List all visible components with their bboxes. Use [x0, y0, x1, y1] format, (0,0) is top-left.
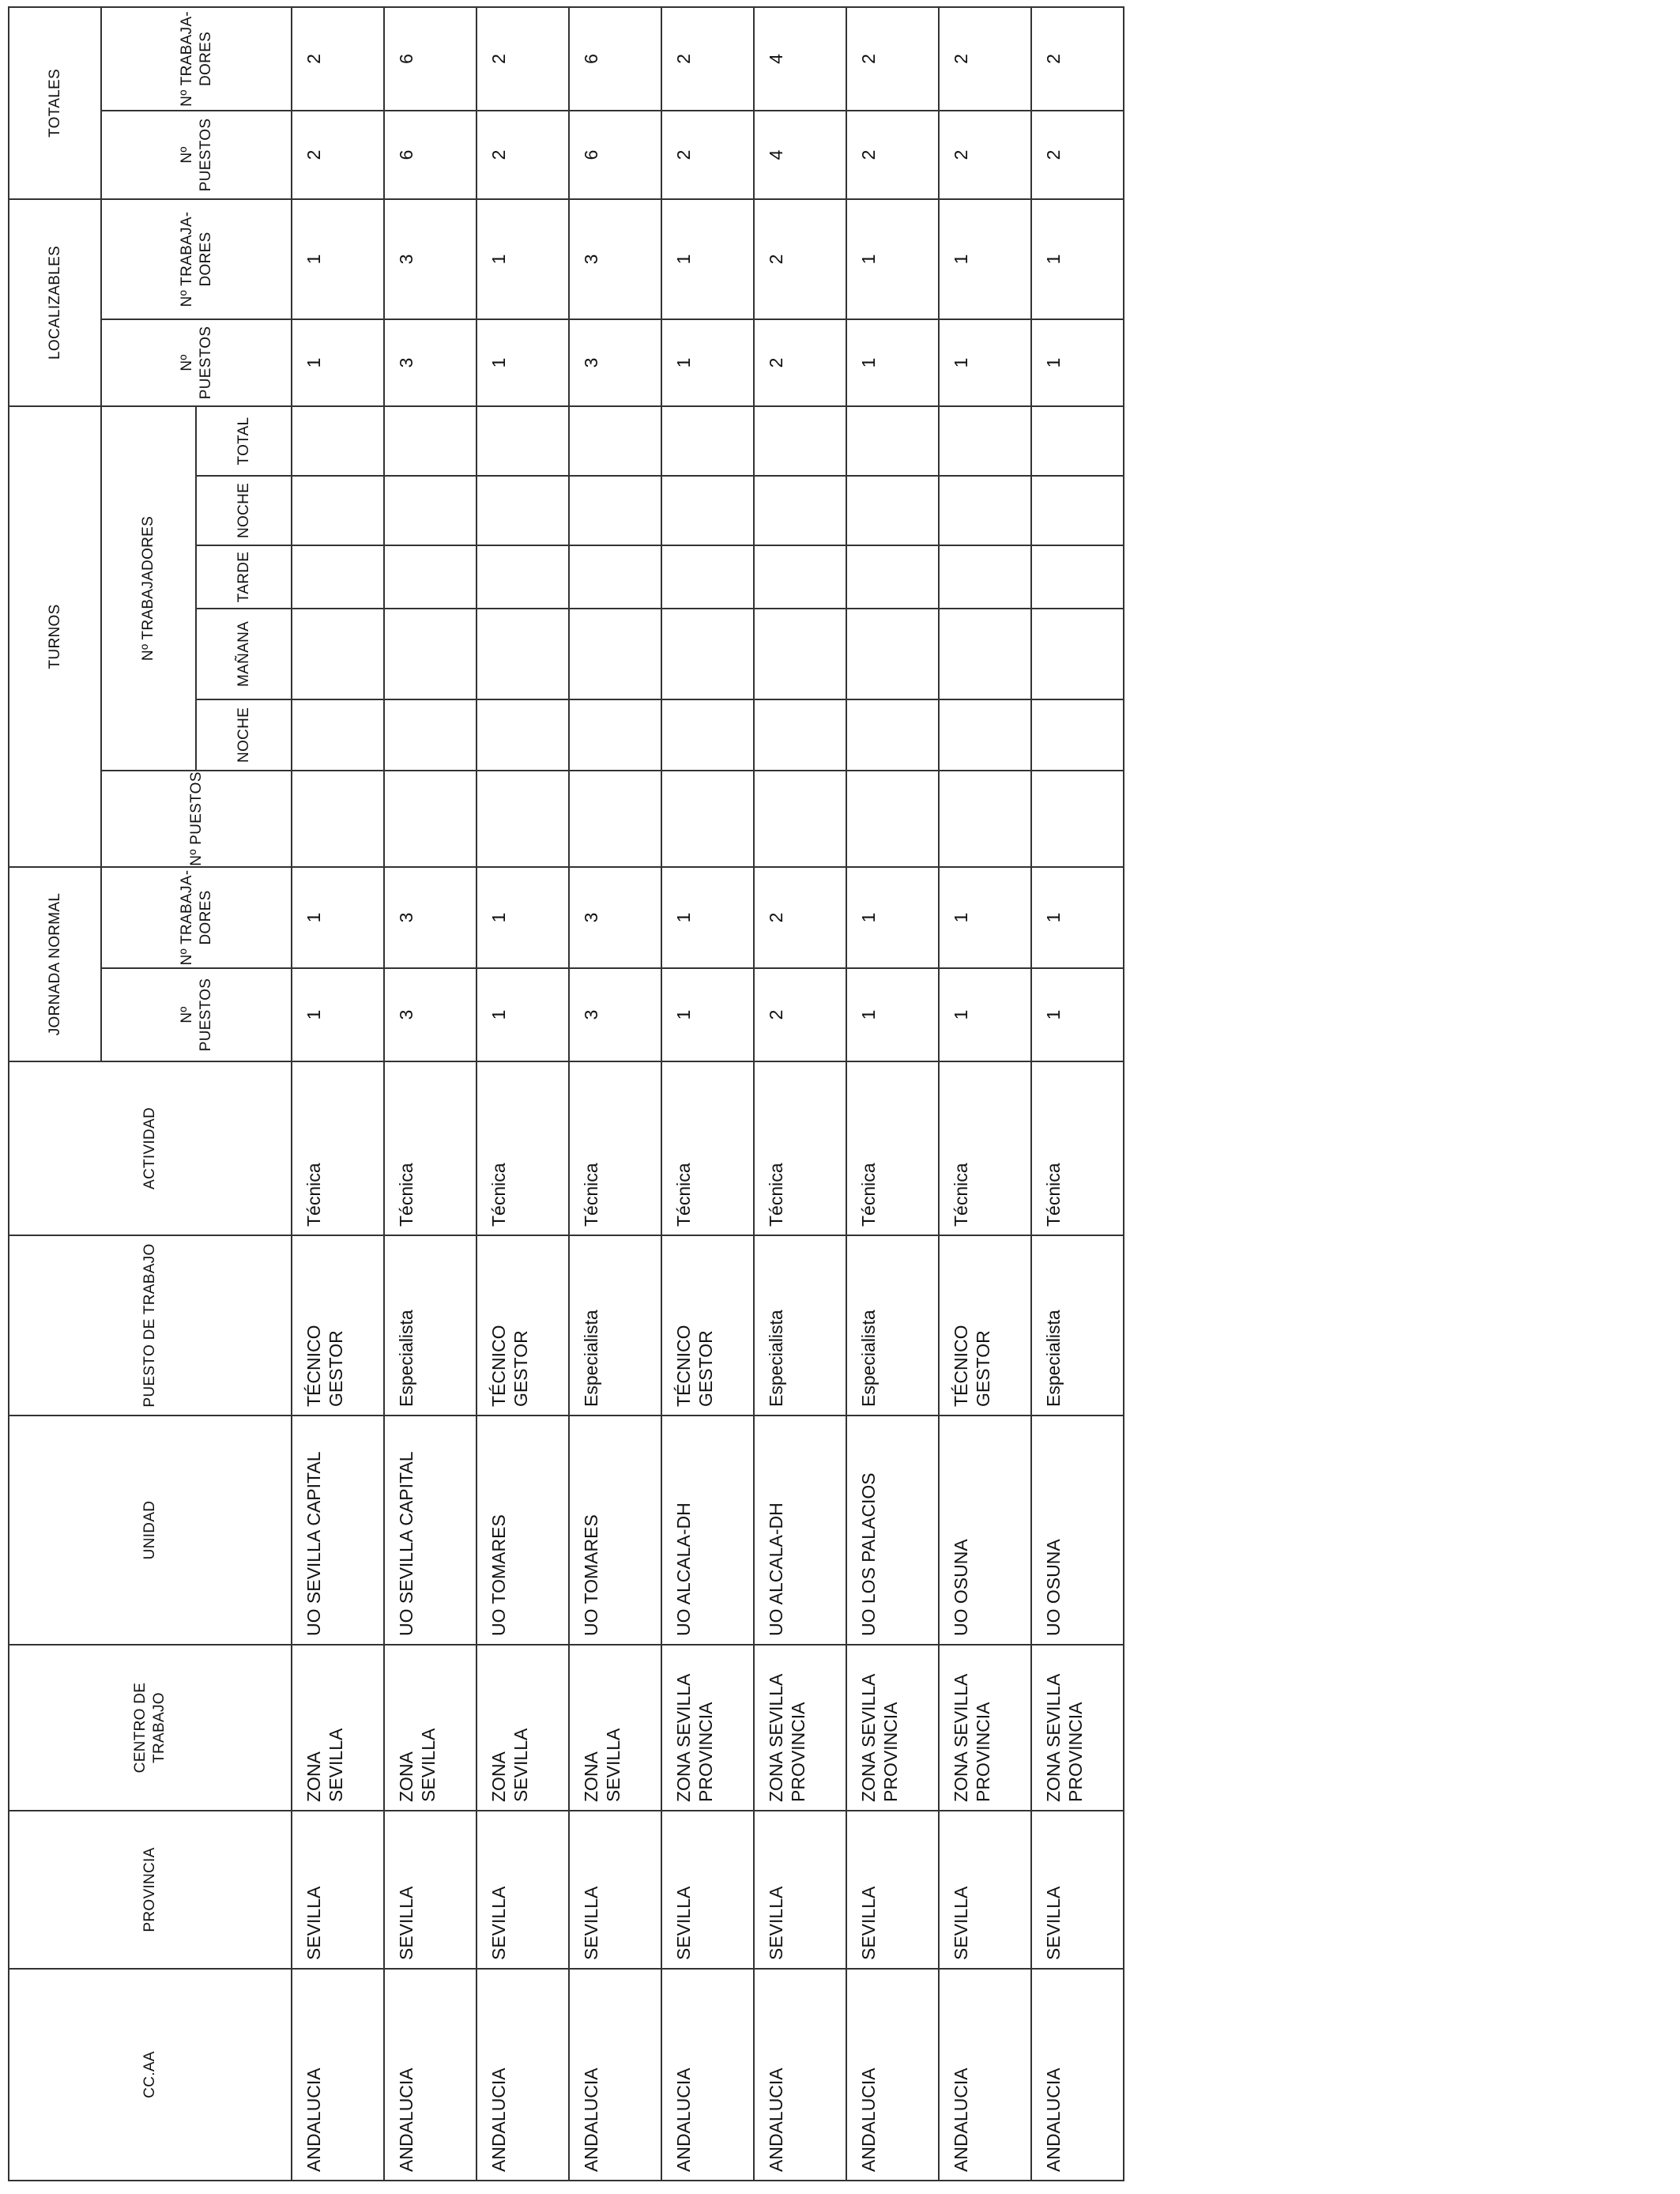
header-jn-trabajadores: Nº TRABAJA- DORES	[101, 867, 292, 968]
cell-turno-tarde	[292, 545, 384, 609]
cell-puesto-trabajo: TÉCNICO GESTOR	[939, 1235, 1031, 1416]
header-turno-noche-1: NOCHE	[196, 699, 292, 771]
cell-turno-total	[939, 406, 1031, 476]
table-row	[846, 7, 939, 2181]
cell-actividad: Técnica	[846, 1061, 939, 1235]
cell-provincia: SEVILLA	[292, 1811, 384, 1969]
header-row-1	[9, 7, 101, 2181]
cell-tot-trabajadores: 2	[477, 7, 569, 111]
cell-turno-noche-1	[939, 699, 1031, 771]
header-centro-trabajo: CENTRO DE TRABAJO	[9, 1645, 292, 1811]
cell-centro-trabajo: ZONA SEVILLA PROVINCIA	[939, 1645, 1031, 1811]
cell-ccaa: ANDALUCIA	[754, 1969, 846, 2181]
cell-tot-puestos: 2	[292, 111, 384, 199]
cell-provincia: SEVILLA	[846, 1811, 939, 1969]
cell-loc-trabajadores: 1	[1031, 199, 1124, 319]
table-row	[569, 7, 661, 2181]
cell-tot-puestos: 2	[477, 111, 569, 199]
cell-tot-puestos: 4	[754, 111, 846, 199]
cell-turno-noche-1	[569, 699, 661, 771]
staffing-table	[8, 6, 1124, 2181]
header-localizables: LOCALIZABLES	[9, 199, 101, 406]
header-loc-trabajadores: Nº TRABAJA- DORES	[101, 199, 292, 319]
cell-puesto-trabajo: Especialista	[754, 1235, 846, 1416]
cell-unidad: UO OSUNA	[1031, 1416, 1124, 1645]
cell-turno-manana	[754, 609, 846, 699]
header-provincia: PROVINCIA	[9, 1811, 292, 1969]
header-turno-tarde: TARDE	[196, 545, 292, 609]
cell-loc-trabajadores: 1	[477, 199, 569, 319]
cell-turno-tarde	[754, 545, 846, 609]
cell-actividad: Técnica	[384, 1061, 477, 1235]
header-turno-noche-2: NOCHE	[196, 476, 292, 545]
cell-turno-tarde	[846, 545, 939, 609]
cell-turno-tarde	[384, 545, 477, 609]
cell-actividad: Técnica	[477, 1061, 569, 1235]
table-row	[939, 7, 1031, 2181]
cell-provincia: SEVILLA	[661, 1811, 754, 1969]
cell-centro-trabajo: ZONA SEVILLA PROVINCIA	[846, 1645, 939, 1811]
cell-loc-trabajadores: 3	[384, 199, 477, 319]
cell-tot-trabajadores: 2	[846, 7, 939, 111]
cell-jn-trabajadores: 1	[477, 867, 569, 968]
cell-turno-noche-1	[754, 699, 846, 771]
cell-turno-manana	[846, 609, 939, 699]
cell-ccaa: ANDALUCIA	[292, 1969, 384, 2181]
cell-centro-trabajo: ZONA SEVILLA	[477, 1645, 569, 1811]
cell-unidad: UO TOMARES	[477, 1416, 569, 1645]
cell-turnos-puestos	[1031, 771, 1124, 867]
cell-jn-trabajadores: 1	[1031, 867, 1124, 968]
table-row	[292, 7, 384, 2181]
cell-loc-puestos: 1	[477, 319, 569, 406]
cell-turnos-puestos	[384, 771, 477, 867]
cell-turno-tarde	[661, 545, 754, 609]
cell-turno-noche-2	[1031, 476, 1124, 545]
cell-turno-noche-2	[939, 476, 1031, 545]
cell-jn-puestos: 1	[292, 968, 384, 1061]
cell-unidad: UO ALCALA-DH	[754, 1416, 846, 1645]
cell-turnos-puestos	[939, 771, 1031, 867]
cell-jn-trabajadores: 1	[661, 867, 754, 968]
cell-provincia: SEVILLA	[754, 1811, 846, 1969]
cell-jn-puestos: 1	[661, 968, 754, 1061]
cell-turno-manana	[569, 609, 661, 699]
cell-tot-trabajadores: 6	[384, 7, 477, 111]
cell-turnos-puestos	[477, 771, 569, 867]
cell-provincia: SEVILLA	[477, 1811, 569, 1969]
cell-turno-noche-2	[384, 476, 477, 545]
cell-tot-puestos: 2	[939, 111, 1031, 199]
cell-jn-puestos: 2	[754, 968, 846, 1061]
cell-turno-total	[384, 406, 477, 476]
rotated-table-wrapper	[8, 8, 1114, 2181]
cell-puesto-trabajo: Especialista	[1031, 1235, 1124, 1416]
cell-loc-trabajadores: 3	[569, 199, 661, 319]
cell-turno-noche-2	[846, 476, 939, 545]
cell-jn-puestos: 1	[846, 968, 939, 1061]
cell-turno-manana	[661, 609, 754, 699]
table-row	[1031, 7, 1124, 2181]
cell-turno-manana	[384, 609, 477, 699]
cell-jn-trabajadores: 1	[846, 867, 939, 968]
cell-tot-puestos: 2	[661, 111, 754, 199]
cell-centro-trabajo: ZONA SEVILLA	[292, 1645, 384, 1811]
cell-turnos-puestos	[661, 771, 754, 867]
cell-unidad: UO TOMARES	[569, 1416, 661, 1645]
cell-turno-tarde	[1031, 545, 1124, 609]
cell-unidad: UO SEVILLA CAPITAL	[384, 1416, 477, 1645]
cell-turnos-puestos	[846, 771, 939, 867]
cell-jn-puestos: 1	[477, 968, 569, 1061]
cell-turno-manana	[292, 609, 384, 699]
table-row	[754, 7, 846, 2181]
cell-actividad: Técnica	[661, 1061, 754, 1235]
cell-tot-trabajadores: 2	[1031, 7, 1124, 111]
cell-turno-total	[754, 406, 846, 476]
cell-provincia: SEVILLA	[939, 1811, 1031, 1969]
cell-centro-trabajo: ZONA SEVILLA PROVINCIA	[661, 1645, 754, 1811]
cell-unidad: UO OSUNA	[939, 1416, 1031, 1645]
cell-puesto-trabajo: Especialista	[569, 1235, 661, 1416]
cell-turno-manana	[477, 609, 569, 699]
cell-loc-trabajadores: 1	[846, 199, 939, 319]
cell-turno-noche-1	[384, 699, 477, 771]
cell-ccaa: ANDALUCIA	[1031, 1969, 1124, 2181]
cell-turno-noche-1	[477, 699, 569, 771]
cell-jn-puestos: 3	[384, 968, 477, 1061]
cell-puesto-trabajo: TÉCNICO GESTOR	[292, 1235, 384, 1416]
table-row	[477, 7, 569, 2181]
cell-turno-manana	[1031, 609, 1124, 699]
cell-turno-noche-2	[292, 476, 384, 545]
cell-turno-noche-1	[292, 699, 384, 771]
header-unidad: UNIDAD	[9, 1416, 292, 1645]
cell-actividad: Técnica	[292, 1061, 384, 1235]
table-row	[661, 7, 754, 2181]
cell-tot-trabajadores: 2	[939, 7, 1031, 111]
cell-tot-trabajadores: 2	[292, 7, 384, 111]
cell-ccaa: ANDALUCIA	[939, 1969, 1031, 2181]
table-body	[292, 7, 1124, 2181]
header-loc-puestos: Nº PUESTOS	[101, 319, 292, 406]
cell-turno-manana	[939, 609, 1031, 699]
cell-tot-puestos: 6	[384, 111, 477, 199]
header-turno-total: TOTAL	[196, 406, 292, 476]
cell-turno-total	[292, 406, 384, 476]
cell-turno-total	[661, 406, 754, 476]
cell-unidad: UO LOS PALACIOS	[846, 1416, 939, 1645]
table-row	[384, 7, 477, 2181]
page	[8, 8, 1114, 2181]
cell-loc-trabajadores: 2	[754, 199, 846, 319]
cell-loc-trabajadores: 1	[661, 199, 754, 319]
cell-ccaa: ANDALUCIA	[661, 1969, 754, 2181]
cell-provincia: SEVILLA	[569, 1811, 661, 1969]
cell-centro-trabajo: ZONA SEVILLA PROVINCIA	[1031, 1645, 1124, 1811]
cell-ccaa: ANDALUCIA	[384, 1969, 477, 2181]
cell-tot-puestos: 2	[846, 111, 939, 199]
cell-loc-puestos: 1	[939, 319, 1031, 406]
header-turnos-puestos: Nº PUESTOS	[101, 771, 292, 867]
cell-turno-noche-1	[846, 699, 939, 771]
header-turnos-trabajadores: Nº TRABAJADORES	[101, 406, 196, 771]
cell-tot-puestos: 2	[1031, 111, 1124, 199]
cell-jn-trabajadores: 1	[292, 867, 384, 968]
cell-turno-tarde	[939, 545, 1031, 609]
cell-provincia: SEVILLA	[384, 1811, 477, 1969]
cell-turno-total	[569, 406, 661, 476]
cell-centro-trabajo: ZONA SEVILLA	[384, 1645, 477, 1811]
cell-tot-trabajadores: 2	[661, 7, 754, 111]
cell-loc-puestos: 1	[846, 319, 939, 406]
cell-turnos-puestos	[292, 771, 384, 867]
cell-turno-total	[1031, 406, 1124, 476]
cell-jn-puestos: 1	[1031, 968, 1124, 1061]
cell-puesto-trabajo: Especialista	[384, 1235, 477, 1416]
header-totales: TOTALES	[9, 7, 101, 199]
header-turnos: TURNOS	[9, 406, 101, 867]
cell-jn-trabajadores: 3	[384, 867, 477, 968]
cell-unidad: UO SEVILLA CAPITAL	[292, 1416, 384, 1645]
cell-actividad: Técnica	[939, 1061, 1031, 1235]
header-ccaa: CC.AA	[9, 1969, 292, 2181]
cell-loc-puestos: 1	[661, 319, 754, 406]
cell-loc-trabajadores: 1	[292, 199, 384, 319]
header-jn-puestos: Nº PUESTOS	[101, 968, 292, 1061]
cell-turno-noche-2	[754, 476, 846, 545]
header-jornada-normal: JORNADA NORMAL	[9, 867, 101, 1061]
cell-centro-trabajo: ZONA SEVILLA	[569, 1645, 661, 1811]
cell-loc-trabajadores: 1	[939, 199, 1031, 319]
cell-turno-total	[477, 406, 569, 476]
cell-puesto-trabajo: TÉCNICO GESTOR	[661, 1235, 754, 1416]
header-tot-puestos: Nº PUESTOS	[101, 111, 292, 199]
header-actividad: ACTIVIDAD	[9, 1061, 292, 1235]
cell-jn-trabajadores: 2	[754, 867, 846, 968]
header-puesto-trabajo: PUESTO DE TRABAJO	[9, 1235, 292, 1416]
cell-puesto-trabajo: Especialista	[846, 1235, 939, 1416]
cell-actividad: Técnica	[1031, 1061, 1124, 1235]
cell-turno-noche-1	[1031, 699, 1124, 771]
cell-tot-trabajadores: 6	[569, 7, 661, 111]
cell-tot-puestos: 6	[569, 111, 661, 199]
cell-jn-trabajadores: 1	[939, 867, 1031, 968]
cell-actividad: Técnica	[754, 1061, 846, 1235]
cell-provincia: SEVILLA	[1031, 1811, 1124, 1969]
cell-actividad: Técnica	[569, 1061, 661, 1235]
cell-loc-puestos: 1	[1031, 319, 1124, 406]
header-tot-trabajadores: Nº TRABAJA- DORES	[101, 7, 292, 111]
cell-turno-tarde	[477, 545, 569, 609]
cell-turno-noche-2	[477, 476, 569, 545]
cell-jn-trabajadores: 3	[569, 867, 661, 968]
cell-puesto-trabajo: TÉCNICO GESTOR	[477, 1235, 569, 1416]
cell-tot-trabajadores: 4	[754, 7, 846, 111]
cell-turno-tarde	[569, 545, 661, 609]
cell-turno-noche-1	[661, 699, 754, 771]
cell-centro-trabajo: ZONA SEVILLA PROVINCIA	[754, 1645, 846, 1811]
cell-turno-noche-2	[661, 476, 754, 545]
cell-loc-puestos: 3	[569, 319, 661, 406]
cell-unidad: UO ALCALA-DH	[661, 1416, 754, 1645]
cell-jn-puestos: 3	[569, 968, 661, 1061]
cell-turno-noche-2	[569, 476, 661, 545]
cell-ccaa: ANDALUCIA	[846, 1969, 939, 2181]
cell-loc-puestos: 2	[754, 319, 846, 406]
cell-turnos-puestos	[569, 771, 661, 867]
cell-ccaa: ANDALUCIA	[477, 1969, 569, 2181]
cell-jn-puestos: 1	[939, 968, 1031, 1061]
cell-loc-puestos: 3	[384, 319, 477, 406]
cell-turno-total	[846, 406, 939, 476]
cell-loc-puestos: 1	[292, 319, 384, 406]
header-turno-manana: MAÑANA	[196, 609, 292, 699]
cell-turnos-puestos	[754, 771, 846, 867]
cell-ccaa: ANDALUCIA	[569, 1969, 661, 2181]
